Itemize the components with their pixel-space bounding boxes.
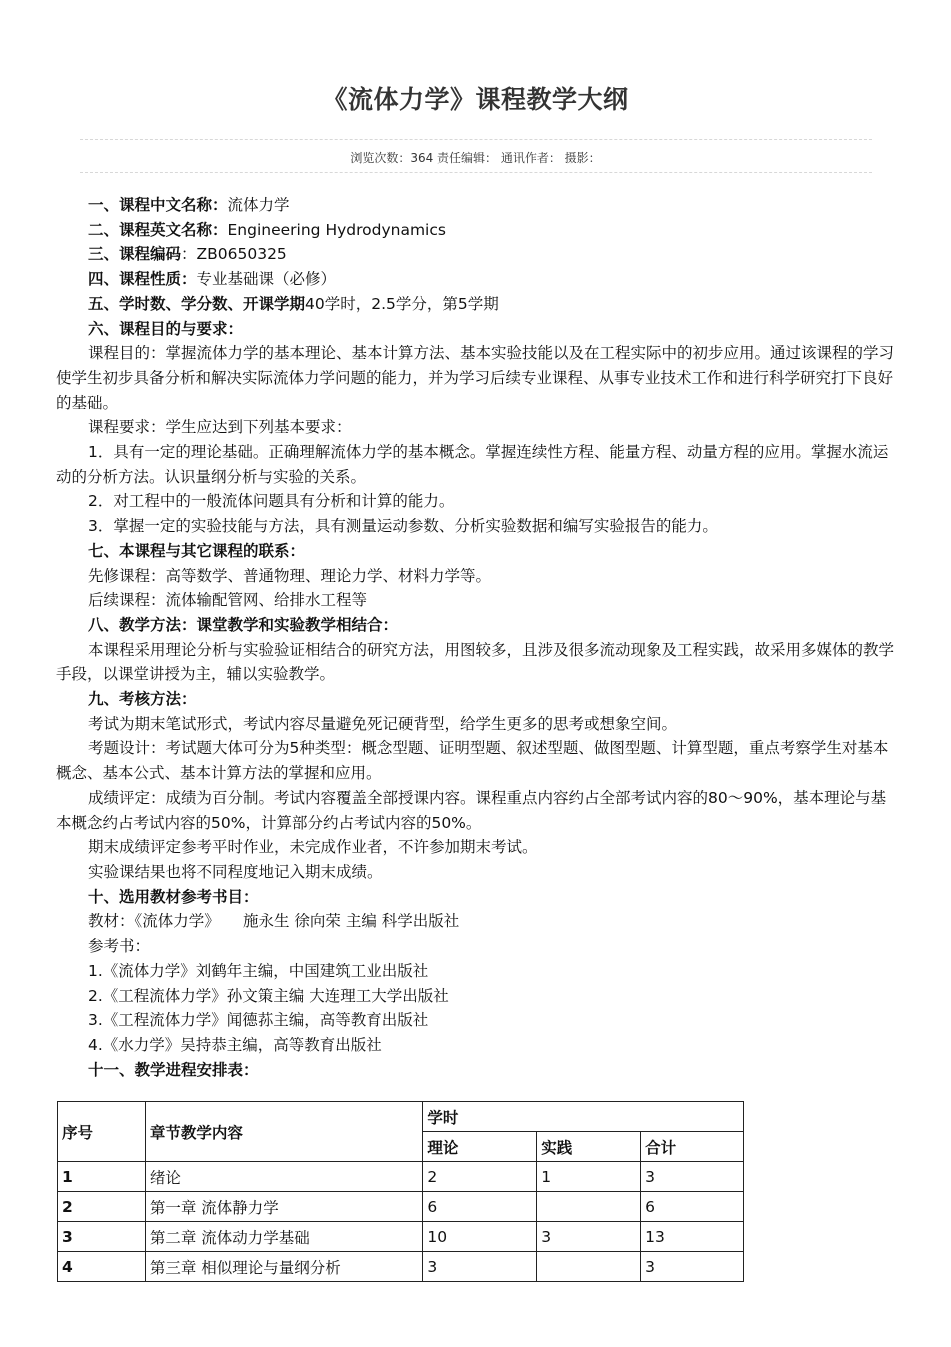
divider [80,172,872,173]
header-content: 章节教学内容 [145,1102,423,1162]
teaching-method: 本课程采用理论分析与实验验证相结合的研究方法，用图较多，且涉及很多流动现象及工程实践，故采用多媒体的教学手段，以课堂讲授为主，辅以实验教学。 [56,640,895,684]
section-10-heading: 十、选用教材参考书目： [88,887,259,906]
section-4 [56,267,896,292]
header-theory: 理论 [423,1132,537,1162]
table-header-row [58,1102,744,1132]
section-9-heading: 九、考核方法： [88,690,197,709]
cell-no: 4 [58,1252,146,1282]
cell-total: 3 [641,1252,744,1282]
cell-content: 第一章 流体静力学 [145,1192,423,1222]
section-value: ：ZB0650325 [181,245,287,264]
cell-content: 第三章 相似理论与量纲分析 [145,1252,423,1282]
prerequisite-courses: 先修课程：高等数学、普通物理、理论力学、材料力学等。 [88,566,492,585]
cell-theory: 2 [423,1162,537,1192]
reference-label: 参考书： [88,937,151,956]
textbook: 教材：《流体力学》 施永生 徐向荣 主编 科学出版社 [88,912,460,931]
article-meta: 浏览次数：364 责任编辑： 通讯作者： 摄影： [350,151,601,165]
cell-content: 第二章 流体动力学基础 [145,1222,423,1252]
section-3 [56,242,896,267]
cell-theory: 3 [423,1252,537,1282]
cell-practice: 1 [537,1162,641,1192]
section-value: 流体力学 [227,196,290,214]
assessment-paragraph: 考题设计：考试题大体可分为5种类型：概念型题、证明型题、叙述型题、做图型题、计算型题，重点考察学生对基本概念、基本公式、基本计算方法的掌握和应用。 [56,739,889,783]
assessment-paragraph: 实验课结果也将不同程度地记入期末成绩。 [88,862,383,881]
section-label: 一、课程中文名称： [88,196,228,214]
section-2 [56,218,896,243]
reference-item: 4.《水力学》吴持恭主编，高等教育出版社 [88,1035,382,1054]
cell-total: 3 [641,1162,744,1192]
cell-no: 3 [58,1222,146,1252]
cell-theory: 10 [423,1222,537,1252]
requirements-intro: 课程要求：学生应达到下列基本要求： [88,418,352,437]
section-8-heading: 八、教学方法：课堂教学和实验教学相结合： [88,615,399,634]
assessment-paragraph: 期末成绩评定参考平时作业，未完成作业者，不许参加期末考试。 [88,838,538,857]
cell-no: 1 [58,1162,146,1192]
table-row [58,1252,744,1282]
section-label: 四、课程性质： [88,270,197,289]
reference-item: 3.《工程流体力学》闻德荪主编，高等教育出版社 [88,1011,429,1030]
requirement-1: 1．具有一定的理论基础。正确理解流体力学的基本概念。掌握连续性方程、能量方程、动量方程的应用。掌握水流运动的分析方法。认识量纲分析与实验的关系。 [56,443,889,486]
section-5 [56,292,896,317]
section-7-heading: 七、本课程与其它课程的联系： [88,541,306,560]
cell-content: 绪论 [145,1162,423,1192]
header-no: 序号 [58,1102,146,1162]
cell-total: 13 [641,1222,744,1252]
requirement-2: 2．对工程中的一般流体问题具有分析和计算的能力。 [88,492,455,511]
course-purpose: 课程目的：掌握流体力学的基本理论、基本计算方法、基本实验技能以及在工程实际中的初步应用。通过该课程的学习使学生初步具备分析和解决实际流体力学问题的能力，并为学习后续专业课程、从事专业技术工作和进行科学研究打下良好的基础。 [56,344,895,412]
cell-total: 6 [641,1192,744,1222]
assessment-paragraph: 成绩评定：成绩为百分制。考试内容覆盖全部授课内容。课程重点内容约占全部考试内容的80～90%，基本理论与基本概念约占考试内容的50%，计算部分约占考试内容的50%。 [56,788,887,832]
section-value: 40学时，2.5学分，第5学期 [305,294,499,313]
following-courses: 后续课程：流体输配管网、给排水工程等 [88,591,368,610]
cell-practice [537,1252,641,1282]
header-practice: 实践 [537,1132,641,1162]
cell-practice [537,1192,641,1222]
article-body [56,193,896,1082]
schedule-table [57,1101,744,1282]
reference-item: 2.《工程流体力学》孙文策主编 大连理工大学出版社 [88,986,449,1005]
section-11-heading: 十一、教学进程安排表： [88,1060,259,1079]
page-title: 《流体力学》课程教学大纲 [322,85,629,114]
header-hours: 学时 [423,1102,744,1132]
table-row [58,1222,744,1252]
section-value: Engineering Hydrodynamics [227,220,446,239]
section-label: 二、课程英文名称： [88,220,228,239]
table-row [58,1162,744,1192]
table-row [58,1192,744,1222]
section-label: 三、课程编码 [88,245,182,264]
header-total: 合计 [641,1132,744,1162]
section-value: 专业基础课（必修） [196,270,337,289]
requirement-3: 3．掌握一定的实验技能与方法，具有测量运动参数、分析实验数据和编写实验报告的能力。 [88,517,718,536]
cell-practice: 3 [537,1222,641,1252]
cell-theory: 6 [423,1192,537,1222]
reference-item: 1.《流体力学》刘鹤年主编，中国建筑工业出版社 [88,961,429,980]
divider [80,139,872,140]
section-6-heading: 六、课程目的与要求： [88,319,244,338]
assessment-paragraph: 考试为期末笔试形式，考试内容尽量避免死记硬背型，给学生更多的思考或想象空间。 [88,714,678,733]
cell-no: 2 [58,1192,146,1222]
section-label: 五、学时数、学分数、开课学期 [88,294,306,313]
section-1 [56,193,896,218]
